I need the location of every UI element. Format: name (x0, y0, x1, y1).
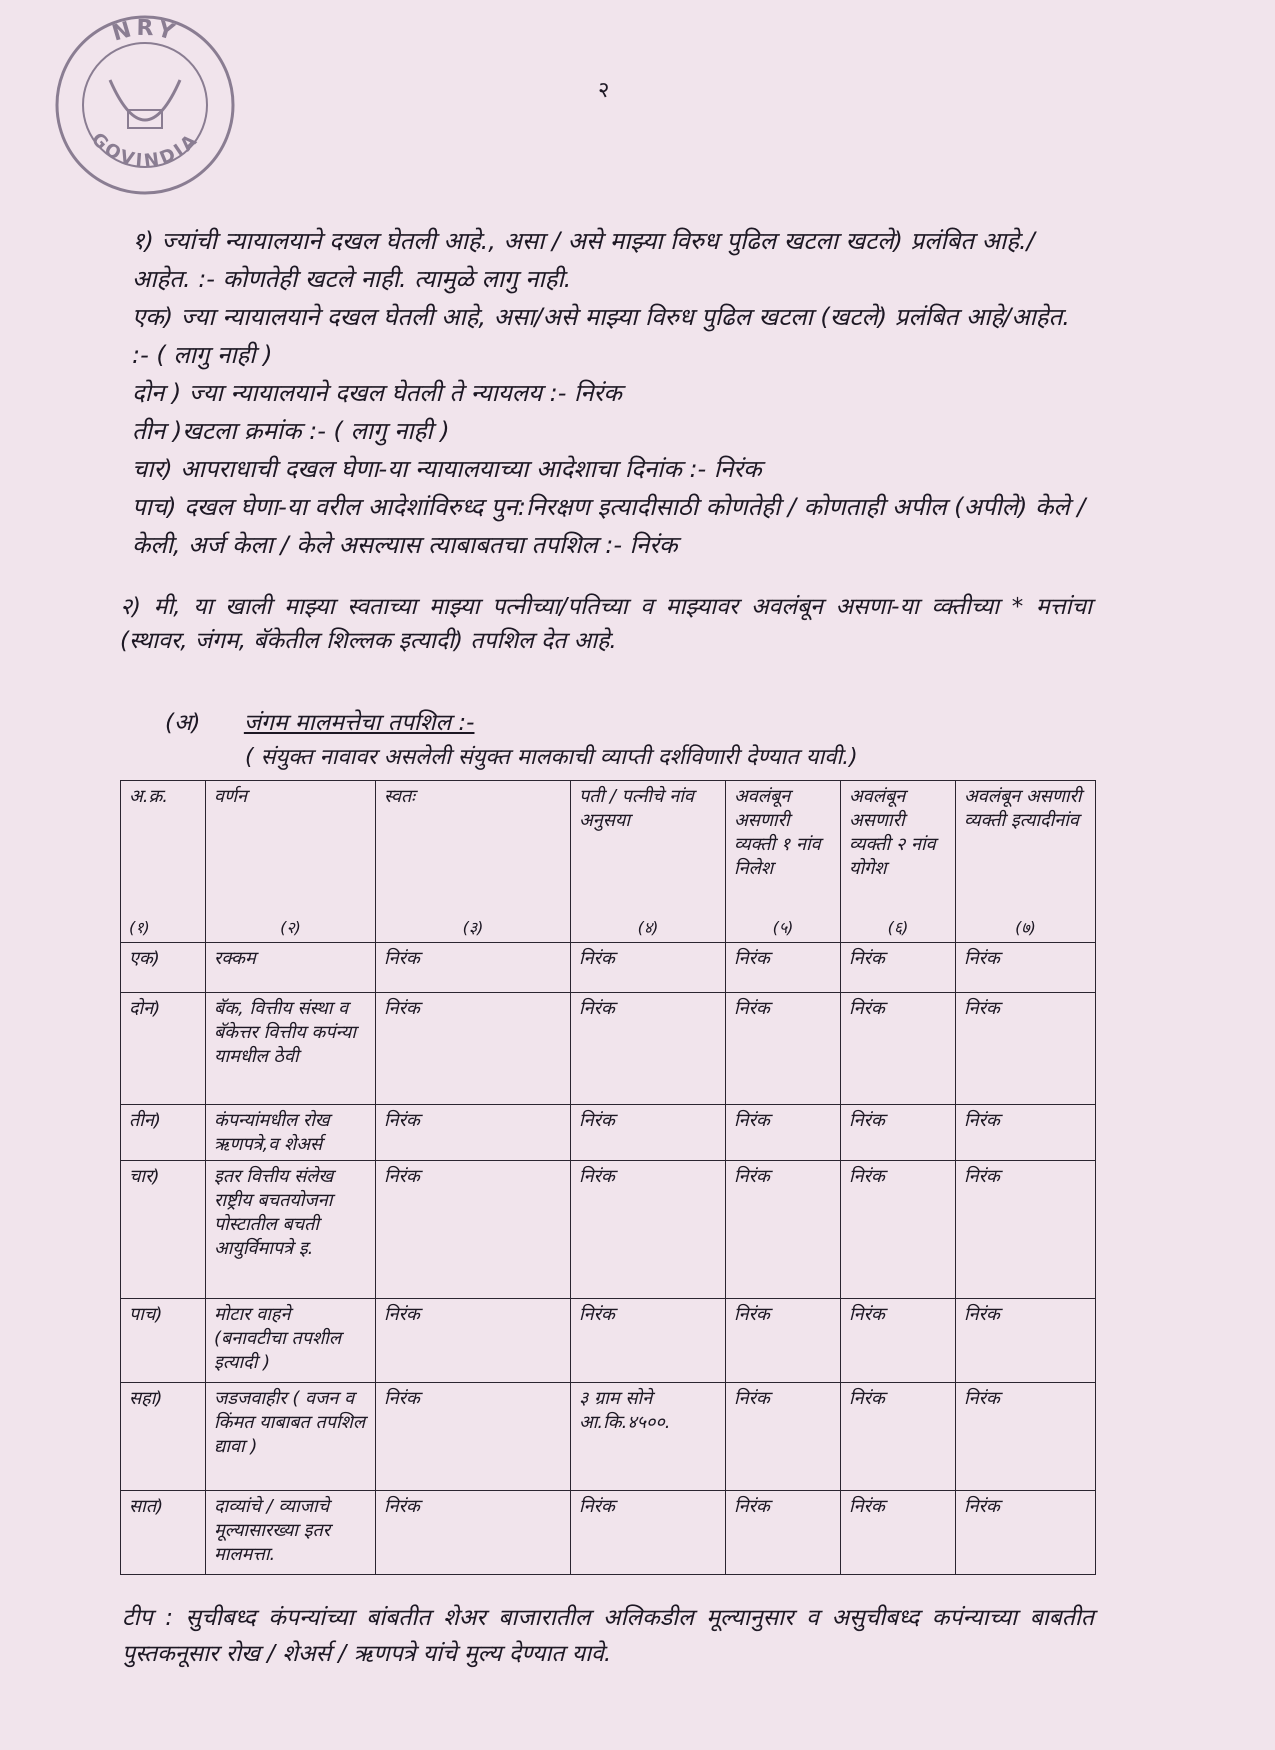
assets-declaration-section (120, 590, 1092, 658)
header-self: स्वतः (३) (376, 781, 571, 943)
subsection-subtitle: ( संयुक्त नावावर असलेली संयुक्त मालकाची व्याप्ती दर्शविणारी देण्यात यावी.) (245, 745, 858, 770)
section1-number: १) (132, 227, 154, 255)
seal-top-text: NRY (109, 15, 181, 47)
table-row: सात) दाव्यांचे / व्याजाचे मूल्यासारख्या इतर मालमत्ता. निरंक निरंक निरंक निरंक निरंक (121, 1491, 1096, 1575)
case-item-3: तीन )खटला क्रमांक :- ( लागु नाही ) (132, 417, 450, 445)
case-item-1: एक) ज्या न्यायालयाने दखल घेतली आहे, असा/असे माझ्या विरुध पुढिल खटला (खटले) प्रलंबित आहे/आहेत. :- ( लागु नाही ) (132, 303, 1070, 369)
table-row: सहा) जडजवाहीर ( वजन व किंमत याबाबत तपशिल द्यावा ) निरंक ३ ग्राम सोने आ.कि.४५००. निरंक निरंक निरंक (121, 1383, 1096, 1491)
header-spouse: पती / पत्नीचे नांव अनुसया (४) (571, 781, 726, 943)
header-description: वर्णन (२) (206, 781, 376, 943)
header-dependent-other: अवलंबून असणारी व्यक्ती इत्यादीनांव (७) (956, 781, 1096, 943)
table-row: दोन) बॅक, वित्तीय संस्था व बॅकेत्तर वित्तीय कपंन्या यामधील ठेवी निरंक निरंक निरंक निरंक निरंक (121, 993, 1096, 1105)
table-row: तीन) कंपन्यांमधील रोख ऋणपत्रे,व शेअर्स निरंक निरंक निरंक निरंक निरंक (121, 1105, 1096, 1161)
table-row: चार) इतर वित्तीय संलेख राष्ट्रीय बचतयोजना पोस्टातील बचती आयुर्विमापत्रे इ. निरंक निरंक निरंक निरंक निरंक (121, 1161, 1096, 1299)
case-item-2: दोन ) ज्या न्यायालयाने दखल घेतली ते न्यायलय :- निरंक (132, 379, 622, 407)
assets-declaration-text: २) मी, या खाली माझ्या स्वताच्या माझ्या पत्नीच्या/पतिच्या व माझ्यावर अवलंबून असणा-या व्क्तीच्या * मत्तांचा (स्थावर, जंगम, बॅकेतील शिल्लक इत्यादी) तपशिल देत आहे. (120, 594, 1092, 654)
table-row: पाच) मोटार वाहने (बनावटीचा तपशील इत्यादी ) निरंक निरंक निरंक निरंक निरंक (121, 1299, 1096, 1383)
case-item-5: पाच) दखल घेणा-या वरील आदेशांविरुध्द पुन:निरक्षण इत्यादीसाठी कोणतेही / कोणताही अपील (अपीले) केले / केली, अर्ज केला / केले असल्यास त्याबाबतचा तपशिल :- निरंक (132, 493, 1086, 559)
svg-text:GOVINDIA (87, 129, 203, 172)
movable-assets-heading (165, 705, 474, 737)
footnote (122, 1600, 1094, 1672)
header-serial: अ.क्र. (१) (121, 781, 206, 943)
subsection-title: जंगम मालमत्तेचा तपशिल :- (243, 710, 475, 736)
table-header-row (121, 781, 1096, 943)
section1-heading (132, 222, 1092, 298)
footnote-text: टीप : सुचीबध्द कंपन्यांच्या बांबतीत शेअर बाजारातील अलिकडील मूल्यानुसार व असुचीबध्द कपंन्याच्या बाबतीत पुस्तकनूसार रोख / शेअर्स / ऋणपत्रे यांचे मुल्य देण्यात यावे. (122, 1605, 1094, 1667)
case-item-4: चार) आपराधाची दखल घेणा-या न्यायालयाच्या आदेशाचा दिनांक :- निरंक (132, 455, 762, 483)
header-dependent-1: अवलंबून असणारी व्यक्ती १ नांव निलेश (५) (726, 781, 841, 943)
official-seal-stamp (50, 10, 240, 200)
page-number: २ (598, 78, 610, 103)
table-row: एक) रक्कम निरंक निरंक निरंक निरंक निरंक (121, 943, 1096, 993)
seal-bottom-text: GOVINDIA (86, 128, 204, 172)
pending-cases-section (132, 222, 1092, 564)
section1-heading-text: ज्यांची न्यायालयाने दखल घेतली आहे., असा / असे माझ्या विरुध पुढिल खटला खटले) प्रलंबित आहे./आहेत. :- कोणतेही खटले नाही. त्यामुळे लागु नाही. (132, 227, 1035, 293)
subsection-label: (अ) (165, 710, 201, 736)
movable-assets-table (120, 780, 1096, 1575)
header-dependent-2: अवलंबून असणारी व्यक्ती २ नांव योगेश (६) (841, 781, 956, 943)
